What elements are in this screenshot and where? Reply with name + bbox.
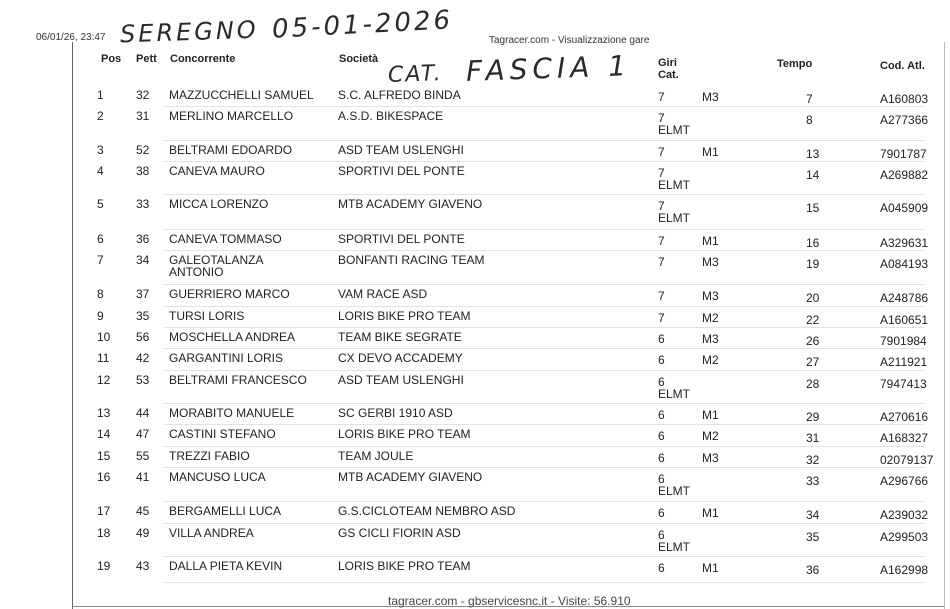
cell-tempo: 31	[806, 431, 820, 445]
row-divider	[164, 306, 924, 307]
cell-societa: S.C. ALFREDO BINDA	[338, 88, 461, 102]
cell-cat: M1	[702, 561, 719, 575]
cell-pett: 34	[136, 253, 150, 267]
cell-giri: 6	[658, 375, 665, 389]
cell-cat: ELMT	[658, 484, 691, 498]
cell-pett: 43	[136, 559, 150, 573]
cell-concorrente: MERLINO MARCELLO	[169, 109, 294, 123]
cell-pos: 1	[97, 88, 104, 102]
cell-cat: ELMT	[658, 178, 691, 192]
cell-societa: ASD TEAM USLENGHI	[338, 373, 464, 387]
row-divider	[164, 161, 924, 162]
col-header-tempo: Tempo	[777, 58, 813, 70]
cell-concorrente: DALLA PIETA KEVIN	[169, 559, 283, 573]
cell-cod-atl: A277366	[880, 113, 929, 127]
cell-concorrente: MORABITO MANUELE	[169, 406, 295, 420]
cell-pos: 16	[97, 470, 111, 484]
cell-tempo: 22	[806, 313, 820, 327]
cell-cod-atl: 7947413	[880, 377, 927, 391]
cell-societa: GS CICLI FIORIN ASD	[338, 526, 461, 540]
cell-tempo: 35	[806, 530, 820, 544]
cell-pos: 3	[97, 143, 104, 157]
cell-giri: 7	[658, 145, 665, 159]
sheet-left-edge	[72, 42, 73, 609]
cell-cat: M3	[702, 255, 719, 269]
cell-societa: MTB ACADEMY GIAVENO	[338, 470, 483, 484]
cell-societa: MTB ACADEMY GIAVENO	[338, 197, 483, 211]
cell-societa: TEAM BIKE SEGRATE	[338, 330, 462, 344]
cell-giri: 7	[658, 289, 665, 303]
site-title: Tagracer.com - Visualizzazione gare	[489, 35, 650, 46]
cell-cod-atl: 7901984	[880, 334, 927, 348]
cell-tempo: 33	[806, 474, 820, 488]
cell-cod-atl: A239032	[880, 508, 929, 522]
row-divider	[164, 582, 924, 583]
row-divider	[164, 501, 924, 502]
cell-tempo: 26	[806, 334, 820, 348]
cell-concorrente: TURSI LORIS	[169, 309, 245, 323]
cell-societa: G.S.CICLOTEAM NEMBRO ASD	[338, 504, 516, 518]
cell-concorrente: CASTINI STEFANO	[169, 427, 276, 441]
cell-giri: 6	[658, 561, 665, 575]
cell-giri: 7	[658, 234, 665, 248]
cell-giri: 6	[658, 332, 665, 346]
cell-tempo: 15	[806, 201, 820, 215]
cell-pett: 44	[136, 406, 150, 420]
cell-societa: SPORTIVI DEL PONTE	[338, 232, 465, 246]
cell-concorrente: GALEOTALANZA	[169, 253, 264, 267]
cell-giri: 6	[658, 472, 665, 486]
cell-pos: 6	[97, 232, 104, 246]
cell-pett: 41	[136, 470, 150, 484]
cell-giri: 6	[658, 408, 665, 422]
col-header-cat: Cat.	[658, 69, 679, 81]
cell-cod-atl: A045909	[880, 201, 929, 215]
cell-pett: 38	[136, 164, 150, 178]
handwritten-date: 05-01-2026	[271, 5, 454, 45]
cell-cod-atl: A270616	[880, 410, 929, 424]
cell-tempo: 32	[806, 453, 820, 467]
cell-cod-atl: A248786	[880, 291, 929, 305]
cell-tempo: 13	[806, 147, 820, 161]
cell-pett: 45	[136, 504, 150, 518]
cell-cat: M2	[702, 353, 719, 367]
row-divider	[164, 403, 924, 404]
cell-cat: M1	[702, 408, 719, 422]
cell-tempo: 36	[806, 563, 820, 577]
cell-concorrente: GARGANTINI LORIS	[169, 351, 284, 365]
cell-pos: 11	[97, 351, 110, 365]
cell-pett: 52	[136, 143, 150, 157]
cell-societa: LORIS BIKE PRO TEAM	[338, 309, 471, 323]
cell-tempo: 27	[806, 355, 820, 369]
cell-tempo: 29	[806, 410, 820, 424]
cell-cod-atl: 02079137	[880, 453, 934, 467]
cell-concorrente: MOSCHELLA ANDREA	[169, 330, 296, 344]
row-divider	[164, 194, 924, 195]
col-header-giri: Giri	[658, 57, 677, 69]
cell-pett: 47	[136, 427, 150, 441]
cell-pett: 37	[136, 287, 150, 301]
row-divider	[164, 556, 924, 557]
cell-cat: M3	[702, 332, 719, 346]
cell-tempo: 28	[806, 377, 820, 391]
handwritten-cat: CAT.	[387, 61, 444, 88]
cell-cat: M3	[702, 90, 719, 104]
cell-cod-atl: A296766	[880, 474, 929, 488]
cell-pos: 8	[97, 287, 104, 301]
cell-pett: 53	[136, 373, 150, 387]
row-divider	[164, 250, 924, 251]
cell-pos: 4	[97, 164, 104, 178]
cell-concorrente: BELTRAMI EDOARDO	[169, 143, 293, 157]
cell-concorrente: TREZZI FABIO	[169, 449, 250, 463]
cell-pett: 56	[136, 330, 150, 344]
cell-concorrente: MANCUSO LUCA	[169, 470, 266, 484]
row-divider	[164, 106, 924, 107]
cell-giri: 7	[658, 255, 665, 269]
cell-concorrente: MAZZUCCHELLI SAMUEL	[169, 88, 314, 102]
cell-giri: 7	[658, 111, 665, 125]
row-divider	[164, 523, 924, 524]
cell-cod-atl: A168327	[880, 431, 929, 445]
cell-tempo: 16	[806, 236, 820, 250]
row-divider	[164, 446, 924, 447]
cell-cod-atl: A299503	[880, 530, 929, 544]
cell-societa: CX DEVO ACCADEMY	[338, 351, 463, 365]
cell-concorrente: BERGAMELLI LUCA	[169, 504, 282, 518]
cell-cat: M1	[702, 506, 719, 520]
cell-pett: 55	[136, 449, 150, 463]
cell-giri: 6	[658, 451, 665, 465]
cell-cat: ELMT	[658, 540, 691, 554]
print-timestamp: 06/01/26, 23:47	[36, 32, 106, 43]
row-divider	[164, 140, 924, 141]
cell-cat: M1	[702, 234, 719, 248]
cell-concorrente: CANEVA MAURO	[169, 164, 265, 178]
cell-pett: 36	[136, 232, 150, 246]
cell-concorrente: CANEVA TOMMASO	[169, 232, 282, 246]
row-divider	[164, 424, 924, 425]
cell-pos: 7	[97, 253, 104, 267]
cell-societa: ASD TEAM USLENGHI	[338, 143, 464, 157]
cell-concorrente: MICCA LORENZO	[169, 197, 269, 211]
page-footer: tagracer.com - gbservicesnc.it - Visite: 56.910	[388, 594, 631, 608]
cell-pos: 12	[97, 373, 111, 387]
cell-pett: 31	[136, 109, 150, 123]
cell-giri: 7	[658, 90, 665, 104]
cell-concorrente: BELTRAMI FRANCESCO	[169, 373, 307, 387]
cell-concorrente-line2: ANTONIO	[169, 265, 224, 279]
cell-pett: 32	[136, 88, 150, 102]
cell-cat: ELMT	[658, 387, 691, 401]
cell-tempo: 19	[806, 257, 820, 271]
cell-tempo: 7	[806, 92, 813, 106]
cell-pos: 17	[97, 504, 111, 518]
cell-pett: 35	[136, 309, 150, 323]
cell-giri: 6	[658, 353, 665, 367]
cell-cod-atl: A162998	[880, 563, 929, 577]
col-header-cod-atl: Cod. Atl.	[880, 60, 925, 72]
cell-cat: M2	[702, 429, 719, 443]
row-divider	[164, 348, 924, 349]
cell-pett: 42	[136, 351, 150, 365]
col-header-societa: Società	[339, 53, 379, 65]
cell-societa: LORIS BIKE PRO TEAM	[338, 427, 471, 441]
cell-tempo: 8	[806, 113, 813, 127]
cell-pos: 9	[97, 309, 104, 323]
cell-concorrente: GUERRIERO MARCO	[169, 287, 290, 301]
cell-pett: 33	[136, 197, 150, 211]
col-header-pett: Pett	[136, 53, 157, 65]
cell-cod-atl: A160651	[880, 313, 929, 327]
cell-giri: 7	[658, 311, 665, 325]
cell-pos: 15	[97, 449, 111, 463]
cell-cat: ELMT	[658, 123, 691, 137]
cell-pett: 49	[136, 526, 150, 540]
cell-societa: TEAM JOULE	[338, 449, 414, 463]
cell-pos: 19	[97, 559, 111, 573]
cell-tempo: 34	[806, 508, 820, 522]
cell-concorrente: VILLA ANDREA	[169, 526, 254, 540]
row-divider	[164, 467, 924, 468]
row-divider	[164, 229, 924, 230]
cell-cat: M3	[702, 289, 719, 303]
handwritten-city: SEREGNO	[119, 15, 260, 49]
cell-societa: SC GERBI 1910 ASD	[338, 406, 453, 420]
cell-cat: M3	[702, 451, 719, 465]
cell-pos: 13	[97, 406, 111, 420]
cell-cod-atl: A211921	[880, 355, 928, 369]
cell-giri: 6	[658, 528, 665, 542]
col-header-concorrente: Concorrente	[170, 53, 236, 65]
cell-tempo: 14	[806, 168, 820, 182]
row-divider	[164, 284, 924, 285]
cell-societa: VAM RACE ASD	[338, 287, 428, 301]
cell-pos: 2	[97, 109, 104, 123]
cell-cod-atl: A160803	[880, 92, 929, 106]
cell-giri: 7	[658, 199, 665, 213]
cell-giri: 6	[658, 506, 665, 520]
cell-societa: LORIS BIKE PRO TEAM	[338, 559, 471, 573]
cell-societa: SPORTIVI DEL PONTE	[338, 164, 465, 178]
col-header-pos: Pos	[101, 53, 122, 65]
cell-cat: M1	[702, 145, 719, 159]
cell-cat: M2	[702, 311, 719, 325]
handwritten-fascia: FASCIA 1	[465, 49, 632, 88]
cell-pos: 18	[97, 526, 111, 540]
cell-cod-atl: A269882	[880, 168, 929, 182]
cell-cod-atl: A084193	[880, 257, 929, 271]
cell-giri: 7	[658, 166, 665, 180]
row-divider	[164, 327, 924, 328]
sheet-right-edge	[944, 42, 945, 609]
cell-cat: ELMT	[658, 211, 691, 225]
cell-cod-atl: 7901787	[880, 147, 927, 161]
cell-societa: A.S.D. BIKESPACE	[338, 109, 444, 123]
cell-giri: 6	[658, 429, 665, 443]
cell-tempo: 20	[806, 291, 820, 305]
row-divider	[164, 370, 924, 371]
cell-pos: 5	[97, 197, 104, 211]
cell-pos: 10	[97, 330, 111, 344]
cell-cod-atl: A329631	[880, 236, 929, 250]
cell-pos: 14	[97, 427, 111, 441]
cell-societa: BONFANTI RACING TEAM	[338, 253, 485, 267]
